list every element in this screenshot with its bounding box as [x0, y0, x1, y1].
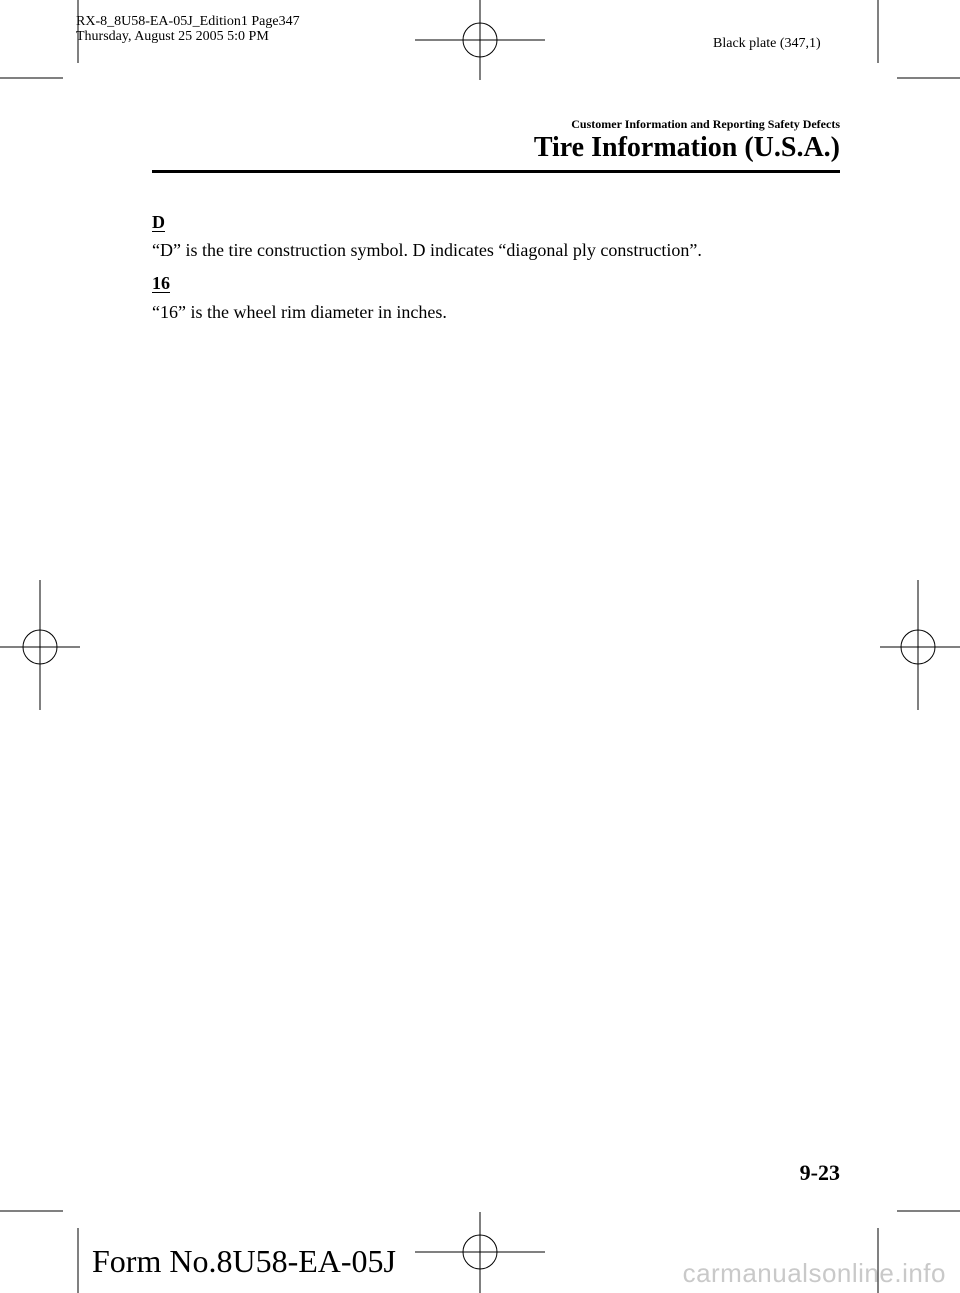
print-date-line: Thursday, August 25 2005 5:0 PM	[76, 29, 269, 44]
term-d: D	[152, 212, 165, 232]
definition-16: “16” is the wheel rim diameter in inches.	[152, 302, 447, 322]
section-title: Customer Information and Reporting Safety Defects	[571, 117, 840, 131]
print-file-line: RX-8_8U58-EA-05J_Edition1 Page347	[76, 14, 300, 29]
watermark: carmanualsonline.info	[682, 1258, 946, 1288]
term-16: 16	[152, 273, 170, 293]
header-rule	[152, 170, 840, 173]
plate-label: Black plate (347,1)	[713, 36, 821, 51]
chapter-title: Tire Information (U.S.A.)	[533, 132, 840, 163]
definition-d: “D” is the tire construction symbol. D indicates “diagonal ply construction”.	[152, 240, 702, 260]
page-number: 9-23	[799, 1160, 840, 1185]
form-number: Form No.8U58-EA-05J	[92, 1243, 396, 1279]
